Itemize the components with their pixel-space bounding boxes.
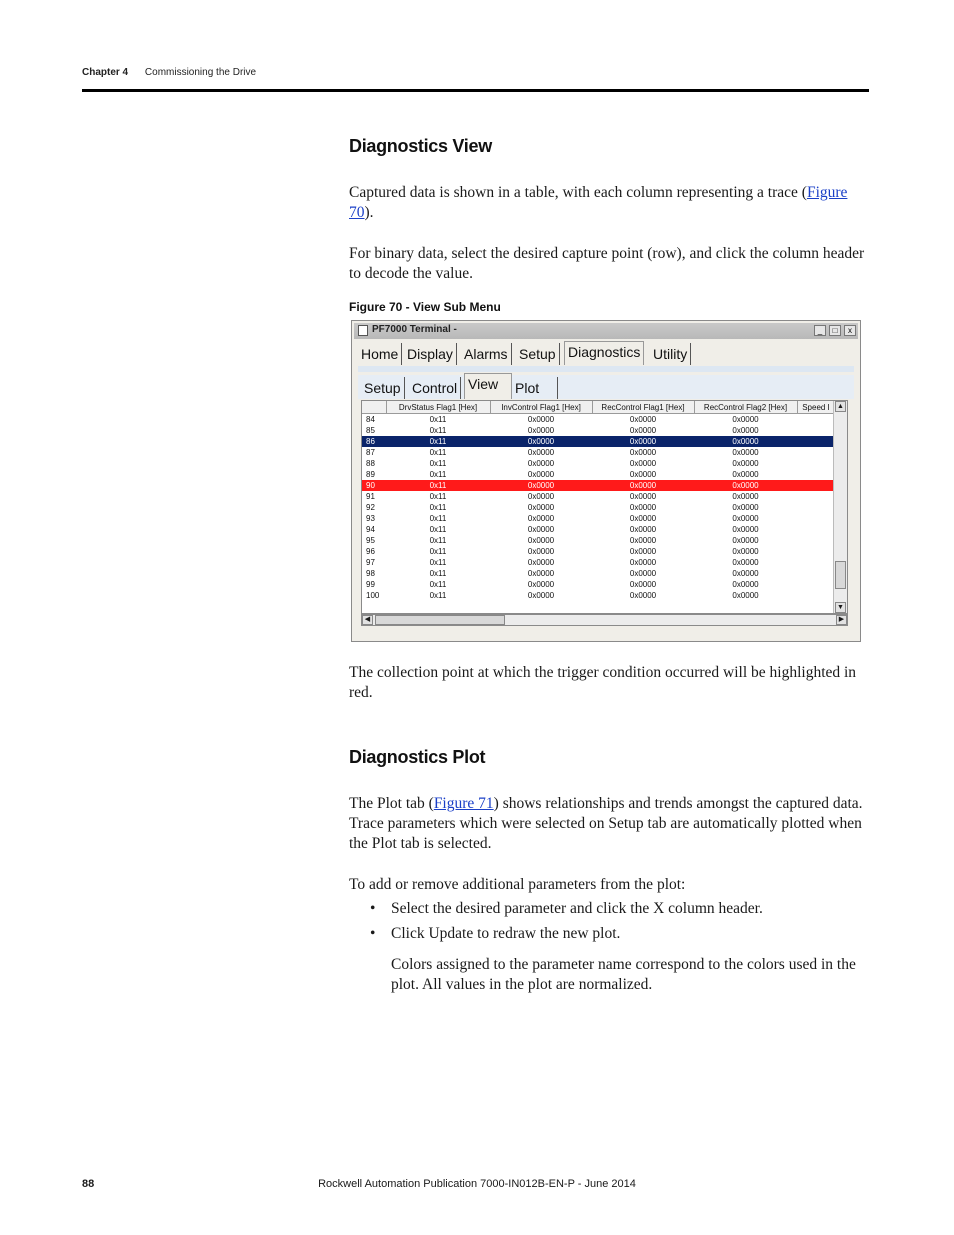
list-item: • Select the desired parameter and click the X column header. <box>370 900 763 917</box>
tab-alarms[interactable]: Alarms <box>461 343 512 365</box>
vertical-scrollbar[interactable] <box>833 401 847 613</box>
figure-caption: Figure 70 - View Sub Menu <box>349 300 501 314</box>
column-header-speed[interactable]: Speed I <box>797 401 835 414</box>
chapter-label: Chapter 4 <box>82 67 129 78</box>
table-row[interactable]: 100 0x11 0x0000 0x0000 0x0000 <box>366 590 759 600</box>
column-header-reccontrol1[interactable]: RecControl Flag1 [Hex] <box>592 401 694 414</box>
column-header-drvstatus[interactable]: DrvStatus Flag1 [Hex] <box>386 401 490 414</box>
subtab-control[interactable]: Control <box>409 377 461 399</box>
table-row[interactable]: 84 0x11 0x0000 0x0000 0x0000 <box>366 414 759 424</box>
terminal-window <box>351 320 861 642</box>
table-row[interactable]: 88 0x11 0x0000 0x0000 0x0000 <box>366 458 759 468</box>
table-row-trigger[interactable]: 90 0x11 0x0000 0x0000 0x0000 <box>362 480 835 491</box>
close-button[interactable]: x <box>844 325 856 336</box>
scroll-left-icon[interactable]: ◀ <box>362 615 373 625</box>
section-heading-view: Diagnostics View <box>349 136 492 156</box>
paragraph-plot-tab: The Plot tab (Figure 71) shows relationships and trends amongst the captured data. Trace parameters which were selected on Setup tab are automatically plotted when the Plot tab is selected. <box>349 795 863 852</box>
scroll-right-icon[interactable]: ▶ <box>836 615 847 625</box>
tab-separator <box>358 366 854 372</box>
table-row[interactable]: 97 0x11 0x0000 0x0000 0x0000 <box>366 557 759 567</box>
window-titlebar <box>354 323 858 339</box>
running-header <box>82 67 256 78</box>
section-heading-plot: Diagnostics Plot <box>349 747 486 767</box>
tab-home[interactable]: Home <box>358 343 402 365</box>
table-row[interactable]: 95 0x11 0x0000 0x0000 0x0000 <box>366 535 759 545</box>
table-row-selected[interactable]: 86 0x11 0x0000 0x0000 0x0000 <box>362 436 835 447</box>
tab-utility[interactable]: Utility <box>650 343 691 365</box>
bullet-list <box>370 899 763 949</box>
table-row[interactable]: 96 0x11 0x0000 0x0000 0x0000 <box>366 546 759 556</box>
table-row[interactable]: 98 0x11 0x0000 0x0000 0x0000 <box>366 568 759 578</box>
data-grid <box>361 400 848 614</box>
scroll-down-icon[interactable]: ▼ <box>835 602 846 613</box>
horizontal-scrollbar[interactable] <box>361 614 848 626</box>
paragraph-captured-data: Captured data is shown in a table, with each column representing a trace (Figure 70). <box>349 184 848 221</box>
capture-table <box>362 401 836 601</box>
maximize-button[interactable]: □ <box>829 325 841 336</box>
tab-setup[interactable]: Setup <box>516 343 560 365</box>
table-row[interactable]: 85 0x11 0x0000 0x0000 0x0000 <box>366 425 759 435</box>
table-row[interactable]: 92 0x11 0x0000 0x0000 0x0000 <box>366 502 759 512</box>
table-header-row <box>362 401 835 414</box>
table-row[interactable]: 87 0x11 0x0000 0x0000 0x0000 <box>366 447 759 457</box>
header-rule <box>82 89 869 92</box>
subtab-setup[interactable]: Setup <box>361 377 405 399</box>
paragraph-colors-note: Colors assigned to the parameter name correspond to the colors used in the plot. All values in the plot are normalized. <box>391 956 856 993</box>
list-item: • Click Update to redraw the new plot. <box>370 925 621 942</box>
table-row[interactable]: 99 0x11 0x0000 0x0000 0x0000 <box>366 579 759 589</box>
figure-70-link[interactable]: Figure 70 <box>349 184 848 221</box>
sub-tab-bar <box>358 375 854 399</box>
scroll-up-icon[interactable]: ▲ <box>835 401 846 412</box>
minimize-button[interactable]: _ <box>814 325 826 336</box>
paragraph-trigger-highlight: The collection point at which the trigger condition occurred will be highlighted in red. <box>349 664 857 701</box>
column-header-invcontrol[interactable]: InvControl Flag1 [Hex] <box>490 401 592 414</box>
table-row[interactable]: 89 0x11 0x0000 0x0000 0x0000 <box>366 469 759 479</box>
figure-71-link[interactable]: Figure 71 <box>433 795 494 812</box>
page-number: 88 <box>82 1178 95 1190</box>
tab-display[interactable]: Display <box>404 343 457 365</box>
publication-footer: Rockwell Automation Publication 7000-IN012B-EN-P - June 2014 <box>318 1178 636 1190</box>
table-row[interactable]: 94 0x11 0x0000 0x0000 0x0000 <box>366 524 759 534</box>
bullet-icon: • <box>370 900 376 917</box>
table-row[interactable]: 93 0x11 0x0000 0x0000 0x0000 <box>366 513 759 523</box>
subtab-view[interactable]: View <box>464 373 512 399</box>
window-title: PF7000 Terminal - <box>372 324 457 335</box>
bullet-icon: • <box>370 925 376 942</box>
app-icon <box>358 325 368 336</box>
column-header-index[interactable] <box>362 401 386 414</box>
hscroll-thumb[interactable] <box>375 615 505 625</box>
chapter-title: Commissioning the Drive <box>144 67 257 78</box>
subtab-plot[interactable]: Plot <box>512 377 558 399</box>
tab-diagnostics[interactable]: Diagnostics <box>564 341 644 365</box>
column-header-reccontrol2[interactable]: RecControl Flag2 [Hex] <box>694 401 797 414</box>
table-row[interactable]: 91 0x11 0x0000 0x0000 0x0000 <box>366 491 759 501</box>
paragraph-add-remove: To add or remove additional parameters from the plot: <box>349 876 686 893</box>
paragraph-binary-data: For binary data, select the desired capture point (row), and click the column header to decode the value. <box>349 245 865 282</box>
scroll-thumb[interactable] <box>835 561 846 589</box>
